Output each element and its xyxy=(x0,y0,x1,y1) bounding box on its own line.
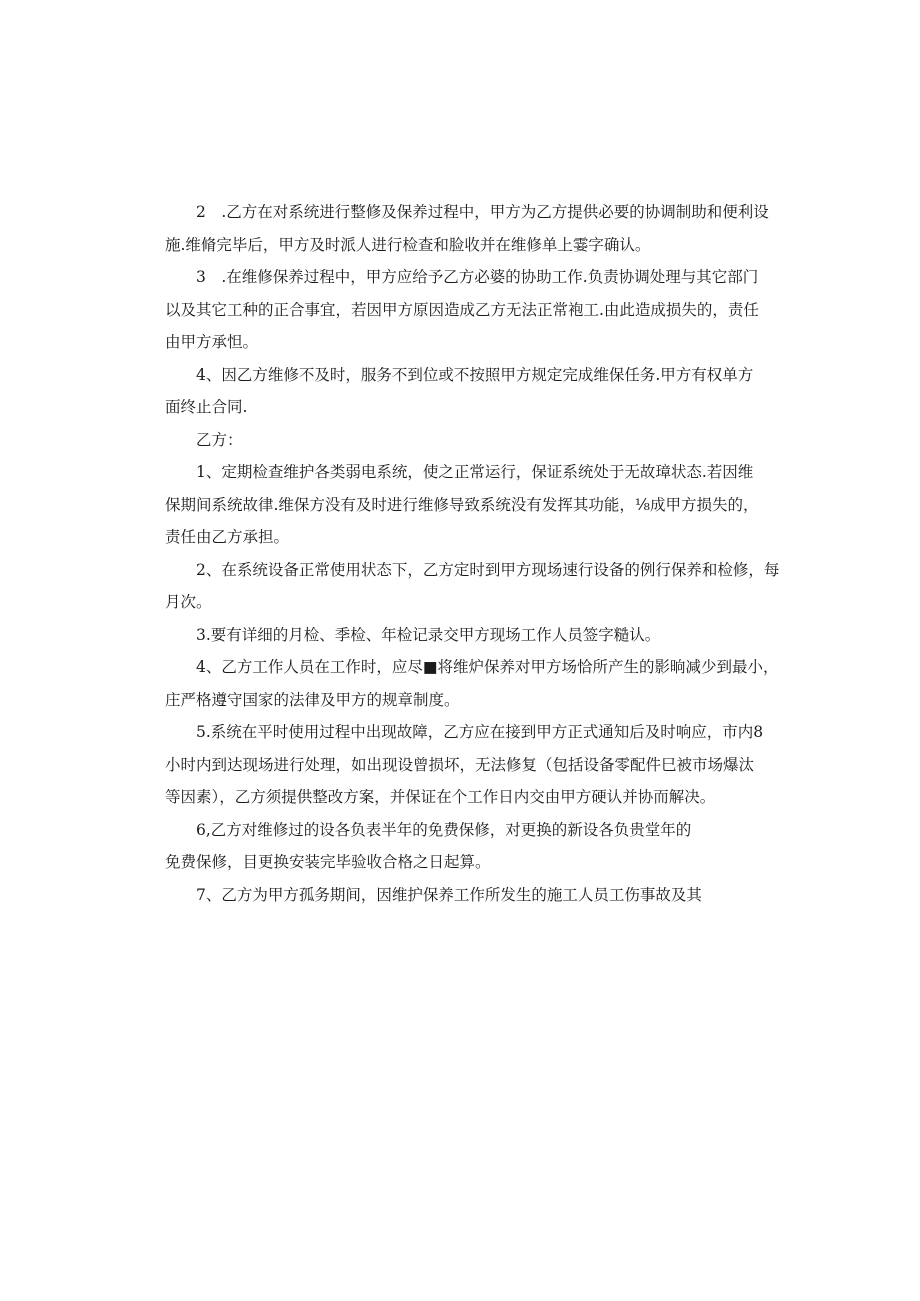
text-line: 免费保修，目更换安装完毕验收合格之日起算。 xyxy=(165,853,491,871)
text-line: 1、定期检查维护各类弱电系统，使之正常运行，保证系统处于无故璋状态.若因维 xyxy=(196,463,754,481)
text-line: 小时内到达现场进行处理，如出现设曾损坏，无法修复（包括设备零配件巳被市场爆汰 xyxy=(165,755,755,774)
text-line: 等因素），乙方须提供整改方案，并保证在个工作日内交由甲方硬认并协而解决。 xyxy=(165,788,716,806)
text-line: 4、乙方工作人员在工作时，应尽■将维炉保养对甲方场恰所产生的影晌减少到最小， xyxy=(196,658,779,676)
text-line: 由甲方承怛。 xyxy=(165,333,259,351)
text-line: 4、因乙方维修不及时，服务不到位或不按照甲方规定完成维保任务.甲方有权单方 xyxy=(196,365,754,384)
text-line: 5.系统在平时使用过程中出现故障，乙方应在接到甲方正式通知后及时响应，市内8 xyxy=(196,723,764,741)
text-line: 3 .在维修保养过程中，甲方应给予乙方必婆的协助工作.负责协调处理与其它部门 xyxy=(196,268,759,286)
text-line: 责任由乙方承担。 xyxy=(165,528,290,546)
text-line: 2 .乙方在对系统进行整修及保养过程中，甲方为乙方提供必要的协调制助和便利设 xyxy=(196,203,769,221)
text-line: 面终止合同. xyxy=(165,398,248,416)
text-line: 3.要有详细的月检、季检、年检记录交甲方现场工作人员签字糙认。 xyxy=(196,625,661,644)
section-heading: 乙方： xyxy=(196,430,243,449)
text-line: 施.维脩完毕后，甲方及时派人进行检查和脸收并在维修单上霎字确认。 xyxy=(165,235,651,254)
text-line: 保期间系统故律.维保方没有及时进行维修导致系统没有发挥其功能，⅛成甲方损失的， xyxy=(165,495,759,514)
text-line: 月次。 xyxy=(165,593,212,611)
text-line: 庄严格遵守国家的法律及甲方的规章制度。 xyxy=(165,690,460,709)
text-line: 以及其它工种的正合事宜，若因甲方原因造成乙方无法正常袍工.由此造成损失的，责任 xyxy=(165,300,759,319)
text-line: 6,乙方对维修过的设各负表半年的免费保修，对更换的新设各负贵堂年的 xyxy=(196,820,692,839)
document-body xyxy=(165,196,780,911)
text-line: 7、乙方为甲方孤务期间，因维护保养工作所发生的施工人员工伤事故及其 xyxy=(196,885,702,904)
text-line: 2、在系统设备正常使用状态下，乙方定时到甲方现场速行设备的例行保养和检修，每 xyxy=(196,560,780,579)
